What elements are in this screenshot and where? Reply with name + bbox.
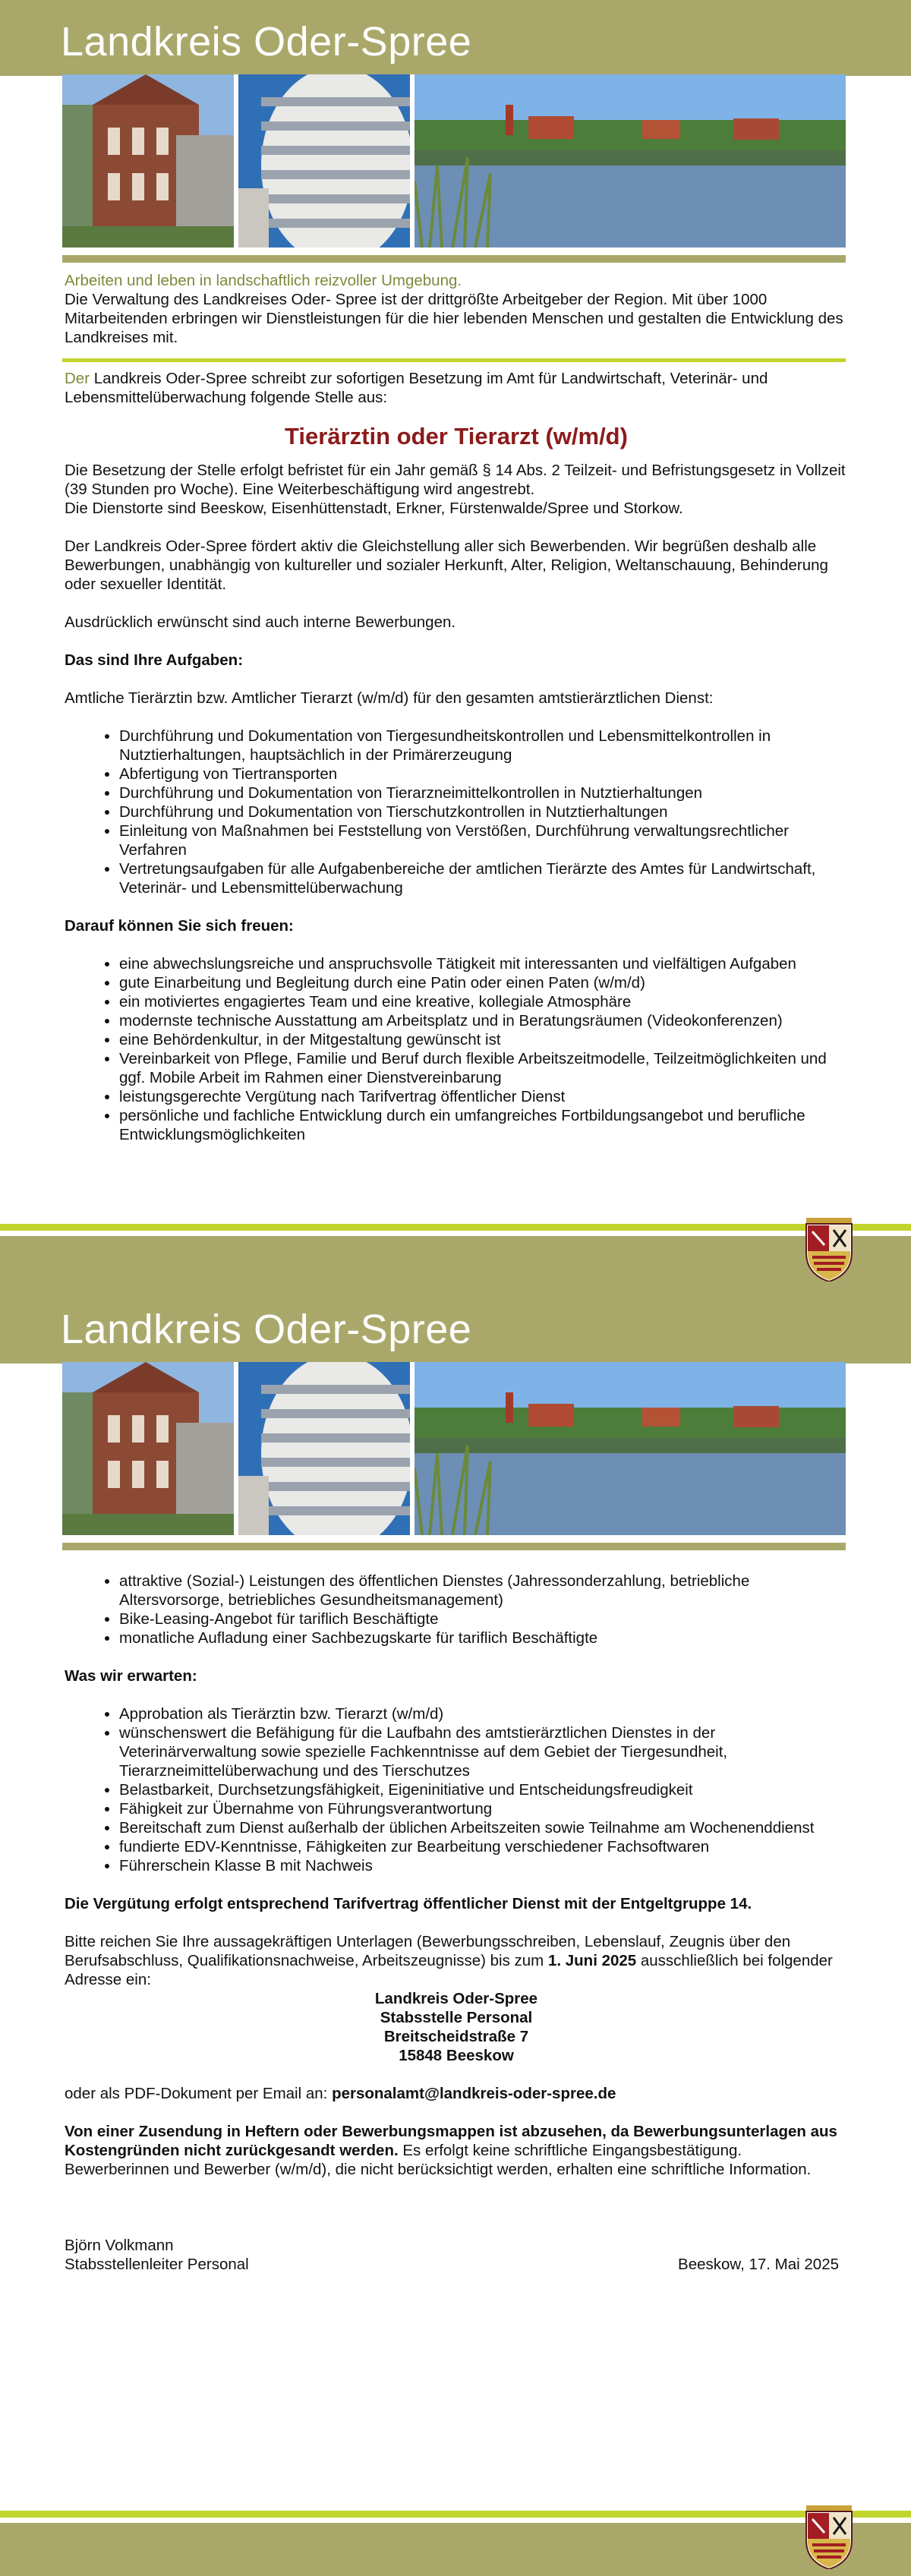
coat-of-arms-icon [802,2505,856,2569]
footer-accent-line [0,2511,911,2518]
photo-round-building [238,74,410,248]
header-title: Landkreis Oder-Spree [61,1307,472,1352]
benefits-heading: Darauf können Sie sich freuen: [65,917,294,935]
photo-lake-village [415,1362,846,1535]
email-line [65,2084,848,2103]
address-line: Stabsstelle Personal [380,2009,533,2026]
photo-brick-building [62,1362,234,1535]
photo-brick-building [62,74,234,248]
terms-paragraph-1: Die Besetzung der Stelle erfolgt befristet für ein Jahr gemäß § 14 Abs. 2 Teilzeit- und Befristungsgesetz in Vollzeit (39 Stunden pro Woche). Eine Weiterbeschäftigung wird angestrebt. [65,462,846,498]
announcement-text: Landkreis Oder-Spree schreibt zur sofortigen Besetzung im Amt für Landwirtschaft, Veterinär- und Lebensmittelüberwachung folgende Stelle aus: [65,370,768,406]
tasks-intro: Amtliche Tierärztin bzw. Amtlicher Tierarzt (w/m/d) für den gesamten amtstierärztlichen Dienst: [65,689,714,707]
header-photos [62,1362,846,1535]
list-item: • Bereitschaft zum Dienst außerhalb der üblichen Arbeitszeiten sowie Teilnahme am Wochenenddienst [119,1818,848,1837]
footer-band [0,2523,911,2576]
address-line: 15848 Beeskow [399,2047,514,2064]
benefits-list [65,954,848,1144]
signature-place-date: Beeskow, 17. Mai 2025 [678,2256,839,2273]
list-item: • eine abwechslungsreiche und anspruchsvolle Tätigkeit mit interessanten und vielfältigen Aufgaben [119,954,848,973]
coat-of-arms-icon [802,1218,856,1282]
application-instructions [65,1932,848,1989]
page2-content [65,1572,848,2274]
notice-bold: Von einer Zusendung in Heftern oder Bewerbungsmappen ist abzusehen, da Bewerbungsunterlagen aus Kostengründen nicht zurückgesandt werden. [65,2123,837,2159]
email-prefix: oder als PDF-Dokument per Email an: [65,2085,333,2102]
list-item: • Führerschein Klasse B mit Nachweis [119,1856,848,1875]
list-item: • Einleitung von Maßnahmen bei Feststellung von Verstößen, Durchführung verwaltungsrechtlicher Verfahren [119,821,848,859]
intro-section [65,271,848,347]
submission-notice [65,2122,848,2179]
address-line: Landkreis Oder-Spree [374,1990,538,2007]
accent-divider [62,358,846,362]
list-item: • Belastbarkeit, Durchsetzungsfähigkeit, Eigeninitiative und Entscheidungsfreudigkeit [119,1780,848,1799]
list-item: • Approbation als Tierärztin bzw. Tierarzt (w/m/d) [119,1704,848,1723]
application-text-after: ausschließlich bei folgender Adresse ein: [65,1952,833,1988]
photo-round-building [238,1362,410,1535]
list-item: • Durchführung und Dokumentation von Tierarzneimittelkontrollen in Nutztierhaltungen [119,784,848,802]
application-text-before: Bitte reichen Sie Ihre aussagekräftigen Unterlagen (Bewerbungsschreiben, Lebenslauf, Zeugnis über den Berufsabschluss, Qualifikationsnachweise, Arbeitszeugnisse) bis zum [65,1933,791,1969]
list-item: • fundierte EDV-Kenntnisse, Fähigkeiten zur Bearbeitung verschiedener Fachsoftwaren [119,1837,848,1856]
internal-paragraph: Ausdrücklich erwünscht sind auch interne Bewerbungen. [65,613,456,631]
intro-text: Die Verwaltung des Landkreises Oder- Spree ist der drittgrößte Arbeitgeber der Region. Mit über 1000 Mitarbeitenden erbringen wir Dienstleistungen für die hier lebenden Menschen und gestalten die Entwicklung des Landkreises mit. [65,291,843,346]
header-photos [62,74,846,248]
requirements-heading: Was wir erwarten: [65,1667,197,1685]
section-divider [62,1543,846,1550]
list-item: • monatliche Aufladung einer Sachbezugskarte für tariflich Beschäftigte [119,1629,848,1647]
list-item: • Vereinbarkeit von Pflege, Familie und Beruf durch flexible Arbeitszeitmodelle, Teilzeitmöglichkeiten und ggf. Mobile Arbeit im Rahmen einer Dienstvereinbarung [119,1049,848,1087]
list-item: • Durchführung und Dokumentation von Tierschutzkontrollen in Nutztierhaltungen [119,802,848,821]
terms-paragraph-2: Die Dienstorte sind Beeskow, Eisenhüttenstadt, Erkner, Fürstenwalde/Spree und Storkow. [65,500,683,517]
requirements-list [65,1704,848,1875]
list-item: • Vertretungsaufgaben für alle Aufgabenbereiche der amtlichen Tierärzte des Amtes für Landwirtschaft, Veterinär- und Lebensmittelüberwachung [119,859,848,897]
section-divider [62,255,846,263]
job-title: Tierärztin oder Tierarzt (w/m/d) [285,423,628,449]
list-item: • ein motiviertes engagiertes Team und eine kreative, kollegiale Atmosphäre [119,992,848,1011]
footer-band [0,1236,911,1288]
signature-name: Björn Volkmann [65,2237,174,2254]
postal-address [65,1989,848,2065]
list-item: • modernste technische Ausstattung am Arbeitsplatz und in Beratungsräumen (Videokonferenzen) [119,1011,848,1030]
announcement-lead: Der [65,370,90,387]
email-address-link[interactable]: personalamt@landkreis-oder-spree.de [332,2085,616,2102]
intro-tagline: Arbeiten und leben in landschaftlich reizvoller Umgebung. [65,272,462,289]
main-section [65,369,848,1144]
list-item: • attraktive (Sozial-) Leistungen des öffentlichen Dienstes (Jahressonderzahlung, betriebliche Altersvorsorge, betriebliches Gesundheitsmanagement) [119,1572,848,1610]
address-line: Breitscheidstraße 7 [383,2028,529,2045]
list-item: • Fähigkeit zur Übernahme von Führungsverantwortung [119,1799,848,1818]
signature-row [65,2255,839,2274]
list-item: • leistungsgerechte Vergütung nach Tarifvertrag öffentlicher Dienst [119,1087,848,1106]
list-item: • eine Behördenkultur, in der Mitgestaltung gewünscht ist [119,1030,848,1049]
salary-statement: Die Vergütung erfolgt entsprechend Tarifvertrag öffentlicher Dienst mit der Entgeltgruppe 14. [65,1895,752,1912]
application-deadline: 1. Juni 2025 [547,1952,637,1969]
page-2 [0,1288,911,2576]
footer-accent-line [0,1224,911,1231]
photo-lake-village [415,74,846,248]
announcement [65,369,848,407]
signature-role: Stabsstellenleiter Personal [65,2256,249,2273]
tasks-list [65,727,848,897]
list-item: • Bike-Leasing-Angebot für tariflich Beschäftigte [119,1610,848,1629]
list-item: • Abfertigung von Tiertransporten [119,765,848,784]
notice-normal: Es erfolgt keine schriftliche Eingangsbestätigung. Bewerberinnen und Bewerber (w/m/d), die nicht berücksichtigt werden, erhalten eine schriftliche Information. [65,2142,812,2178]
list-item: • persönliche und fachliche Entwicklung durch ein umfangreiches Fortbildungsangebot und berufliche Entwicklungsmöglichkeiten [119,1106,848,1144]
benefits-list-continued [65,1572,848,1647]
list-item: • gute Einarbeitung und Begleitung durch eine Patin oder einen Paten (w/m/d) [119,973,848,992]
header-title: Landkreis Oder-Spree [61,19,472,65]
equality-paragraph: Der Landkreis Oder-Spree fördert aktiv die Gleichstellung aller sich Bewerbenden. Wir begrüßen deshalb alle Bewerbungen, unabhängig von kultureller und sozialer Herkunft, Alter, Religion, Weltanschauung, Behinderung oder sexueller Identität. [65,538,828,593]
tasks-heading: Das sind Ihre Aufgaben: [65,651,244,669]
list-item: • Durchführung und Dokumentation von Tiergesundheitskontrollen und Lebensmittelkontrollen in Nutztierhaltungen, hauptsächlich in der Primärerzeugung [119,727,848,765]
list-item: • wünschenswert die Befähigung für die Laufbahn des amtstierärztlichen Dienstes in der Veterinärverwaltung sowie spezielle Fachkenntnisse auf dem Gebiet der Tiergesundheit, Tierarzneimittelüberwachung und des Tierschutzes [119,1723,848,1780]
